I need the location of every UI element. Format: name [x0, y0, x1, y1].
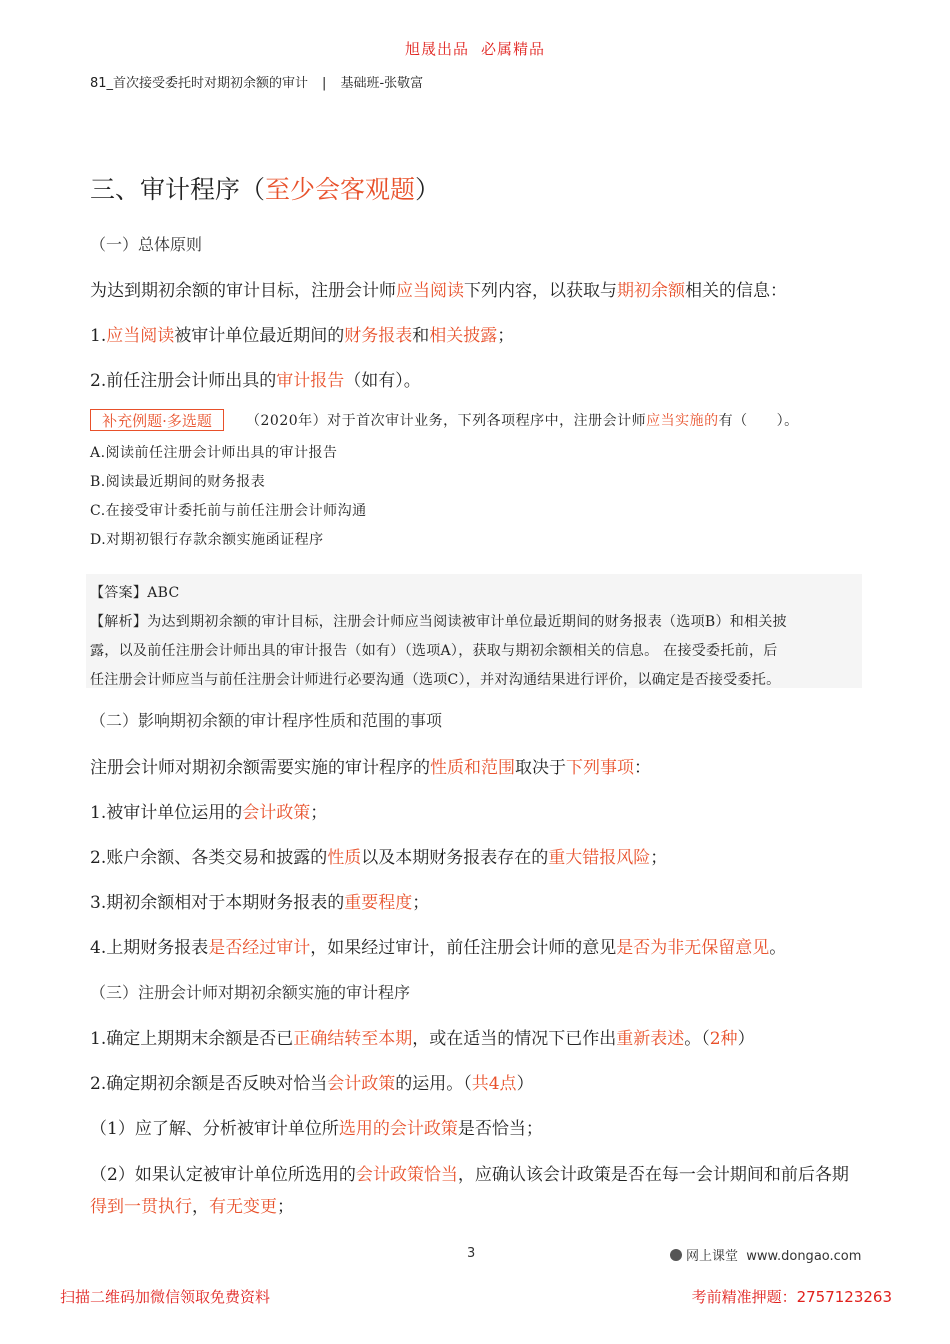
highlight: 应当阅读	[106, 326, 175, 346]
text: ；	[497, 326, 515, 346]
text: ：	[634, 758, 651, 778]
highlight: 重新表述	[616, 1029, 685, 1049]
text: （1）应了解、分析被审计单位所	[90, 1119, 339, 1139]
highlight: 选用的会计政策	[338, 1119, 458, 1139]
text: ，如果经过审计，前任注册会计师的意见	[310, 938, 617, 958]
course-teacher: 基础班-张敬富	[340, 76, 424, 91]
top-banner	[0, 38, 950, 59]
bottom-promo-left: 扫描二维码加微信领取免费资料	[60, 1288, 271, 1306]
highlight: 重大错报风险	[548, 848, 651, 868]
para-10	[90, 1069, 534, 1094]
heading-suffix: ）	[415, 175, 441, 204]
highlight: 2种	[709, 1029, 738, 1049]
text: 被审计单位最近期间的	[174, 326, 345, 346]
highlight: 性质和范围	[430, 758, 515, 778]
option-b: B.阅读最近期间的财务报表	[90, 474, 266, 490]
para-8	[90, 933, 786, 958]
course-header	[90, 72, 423, 91]
bottom-promo-right: 考前精准押题：2757123263	[691, 1288, 892, 1306]
answer-analysis-line-3: 任注册会计师应当与前任注册会计师进行必要沟通（选项C），并对沟通结果进行评价，以确定是否接受委托。	[90, 672, 781, 688]
para-7	[90, 888, 429, 913]
para-3	[90, 366, 421, 391]
text: 是否恰当；	[457, 1119, 543, 1139]
highlight: 得到一贯执行	[90, 1197, 192, 1217]
text: （2020年）对于首次审计业务，下列各项程序中，注册会计师	[246, 413, 647, 429]
text: 2.账户余额、各类交易和披露的	[90, 848, 328, 868]
subsection-3-title: （三）注册会计师对期初余额实施的审计程序	[90, 983, 411, 1002]
section-heading	[90, 170, 440, 206]
highlight: 财务报表	[344, 326, 413, 346]
text: 4.上期财务报表	[90, 938, 209, 958]
highlight: 应当实施的	[646, 413, 719, 429]
text: 相关的信息：	[685, 281, 787, 301]
text: 。（	[684, 1029, 710, 1049]
para-1	[90, 276, 787, 301]
text: 1.被审计单位运用的	[90, 803, 243, 823]
para-9	[90, 1024, 755, 1049]
text: ）	[516, 1074, 534, 1094]
text: 以及本期财务报表存在的	[361, 848, 549, 868]
banner-right: 必属精品	[481, 40, 546, 58]
dongao-logo-icon	[670, 1249, 682, 1261]
highlight: 相关披露	[429, 326, 498, 346]
text: ）	[737, 1029, 755, 1049]
highlight: 会计政策	[242, 803, 311, 823]
highlight: 下列事项	[566, 758, 634, 778]
para-13	[90, 1192, 294, 1217]
text: 1.确定上期期末余额是否已	[90, 1029, 294, 1049]
highlight: 期初余额	[617, 281, 685, 301]
highlight: 应当阅读	[396, 281, 464, 301]
heading-prefix: 三、审计程序（	[90, 175, 266, 204]
para-6	[90, 843, 667, 868]
subsection-1-title: （一）总体原则	[90, 235, 203, 254]
text: 3.期初余额相对于本期财务报表的	[90, 893, 345, 913]
highlight: 是否经过审计	[208, 938, 311, 958]
option-c: C.在接受审计委托前与前任注册会计师沟通	[90, 503, 367, 519]
para-4	[90, 753, 651, 778]
text: 取决于	[515, 758, 566, 778]
highlight: 审计报告	[276, 371, 345, 391]
brand-site: www.dongao.com	[746, 1249, 862, 1264]
question-tag: 补充例题·多选题	[90, 409, 224, 431]
highlight: 会计政策	[327, 1074, 396, 1094]
answer-analysis-line-2: 露，以及前任注册会计师出具的审计报告（如有）（选项A），获取与期初余额相关的信息。 在接受委托前，后	[90, 643, 778, 659]
text: 和	[412, 326, 430, 346]
page-number: 3	[467, 1246, 476, 1261]
highlight: 重要程度	[344, 893, 413, 913]
question-text	[246, 410, 799, 430]
answer-analysis-line-1: 【解析】为达到期初余额的审计目标，注册会计师应当阅读被审计单位最近期间的财务报表（选项B）和相关披	[90, 614, 787, 630]
text: ，或在适当的情况下已作出	[412, 1029, 617, 1049]
text: 的运用。（	[395, 1074, 472, 1094]
text: 为达到期初余额的审计目标，注册会计师	[90, 281, 396, 301]
highlight: 会计政策恰当	[355, 1165, 458, 1185]
text: 下列内容，以获取与	[464, 281, 617, 301]
option-d: D.对期初银行存款余额实施函证程序	[90, 532, 324, 548]
heading-highlight: 至少会客观题	[265, 175, 416, 204]
text: （如有）。	[344, 371, 421, 391]
option-a: A.阅读前任注册会计师出具的审计报告	[90, 445, 338, 461]
text: ；	[277, 1197, 294, 1217]
highlight: 有无变更	[209, 1197, 277, 1217]
text: ；	[310, 803, 328, 823]
text: ，应确认该会计政策是否在每一会计期间和前后各期	[457, 1165, 849, 1185]
highlight: 正确结转至本期	[293, 1029, 413, 1049]
text: （2）如果认定被审计单位所选用的	[90, 1165, 356, 1185]
brand-name: 网上课堂	[686, 1249, 739, 1264]
text: ；	[650, 848, 668, 868]
banner-left: 旭晟出品	[404, 40, 469, 58]
text: 有（ ）。	[718, 413, 799, 429]
text: 2.前任注册会计师出具的	[90, 371, 277, 391]
highlight: 性质	[327, 848, 362, 868]
text: 注册会计师对期初余额需要实施的审计程序的	[90, 758, 430, 778]
text: ；	[412, 893, 430, 913]
para-2	[90, 321, 514, 346]
text: 。	[769, 938, 787, 958]
highlight: 共4点	[471, 1074, 517, 1094]
highlight: 是否为非无保留意见	[616, 938, 770, 958]
para-5	[90, 798, 327, 823]
text: 1.	[90, 326, 107, 346]
text: 2.确定期初余额是否反映对恰当	[90, 1074, 328, 1094]
subsection-2-title: （二）影响期初余额的审计程序性质和范围的事项	[90, 711, 443, 730]
footer-brand	[670, 1245, 861, 1264]
para-12	[90, 1160, 849, 1185]
course-separator: |	[322, 76, 327, 91]
course-title: 81_首次接受委托时对期初余额的审计	[90, 76, 309, 91]
para-11	[90, 1114, 543, 1139]
text: ，	[192, 1197, 209, 1217]
answer-label: 【答案】ABC	[90, 585, 180, 601]
